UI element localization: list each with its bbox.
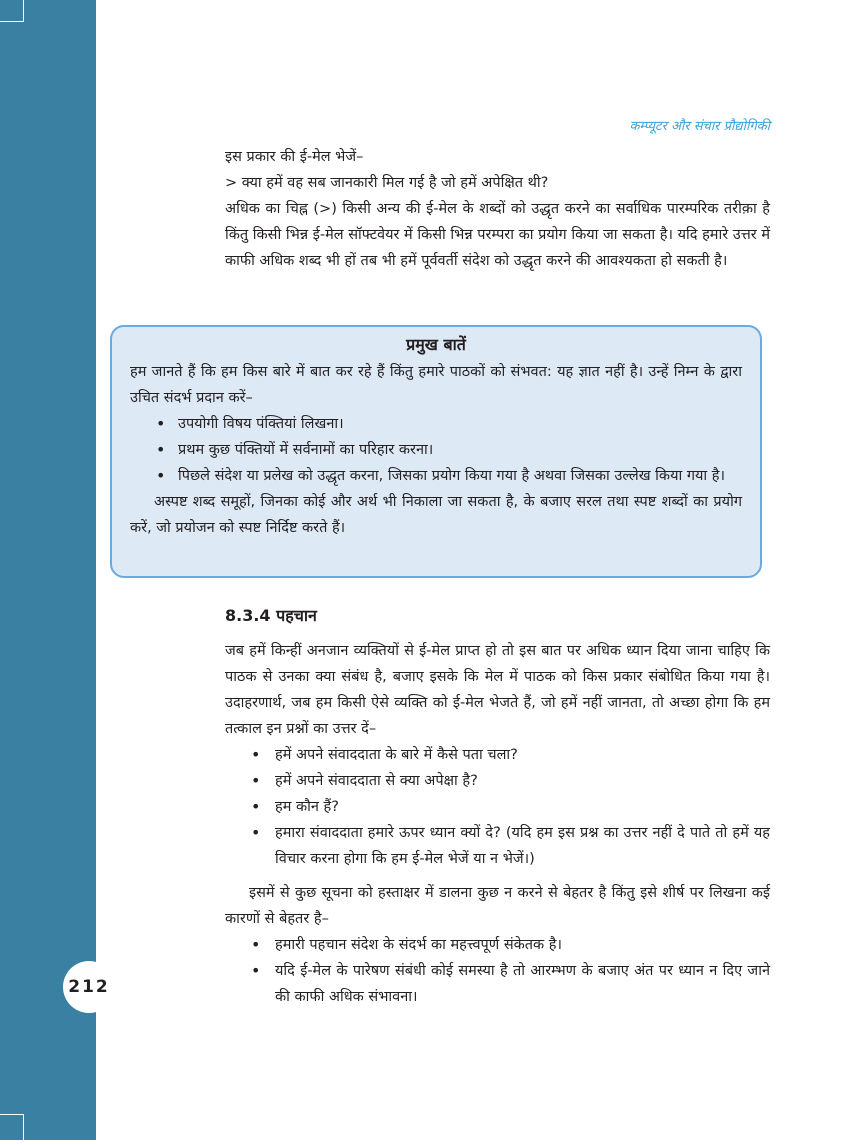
intro-text	[225, 144, 770, 274]
list-item: • हमें अपने संवाददाता से क्या अपेक्षा है?	[225, 768, 770, 794]
crop-mark-bottom	[0, 1114, 24, 1145]
running-head: कम्प्यूटर और संचार प्रौद्योगिकी	[629, 119, 770, 134]
list-item: • हमारी पहचान संदेश के संदर्भ का महत्त्वपूर्ण संकेतक है।	[225, 932, 770, 958]
key-points-paragraph: हम जानते हैं कि हम किस बारे में बात कर रहे हैं किंतु हमारे पाठकों को संभवत: यह ज्ञात नहीं है। उन्हें निम्न के द्वारा उचित संदर्भ प्रदान करें–	[130, 364, 742, 406]
reasons-list	[225, 932, 770, 1010]
intro-line: इस प्रकार की ई-मेल भेजें–	[225, 149, 364, 165]
section-paragraph: इसमें से कुछ सूचना को हस्ताक्षर में डालना कुछ न करने से बेहतर है किंतु इसे शीर्ष पर लिखना कई कारणों से बेहतर है–	[225, 885, 770, 927]
section-heading: 8.3.4 पहचान	[225, 606, 317, 625]
list-item: • हमारा संवाददाता हमारे ऊपर ध्यान क्यों दे? (यदि हम इस प्रश्न का उत्तर नहीं दे पाते तो हमें यह विचार करना होगा कि हम ई-मेल भेजें या न भेजें।)	[225, 820, 770, 872]
key-points-box	[110, 325, 762, 578]
list-item: • उपयोगी विषय पंक्तियां लिखना।	[130, 411, 742, 437]
crop-mark-top	[0, 0, 24, 22]
key-points-paragraph: अस्पष्ट शब्द समूहों, जिनका कोई और अर्थ भी निकाला जा सकता है, के बजाए सरल तथा स्पष्ट शब्दों का प्रयोग करें, जो प्रयोजन को स्पष्ट निर्दिष्ट करते हैं।	[130, 494, 742, 536]
list-item: • हम कौन हैं?	[225, 794, 770, 820]
intro-quote-line: > क्या हमें वह सब जानकारी मिल गई है जो हमें अपेक्षित थी?	[225, 175, 549, 191]
intro-paragraph: अधिक का चिह्न (>) किसी अन्य की ई-मेल के शब्दों को उद्धृत करने का सर्वाधिक पारम्परिक तरीक़ा है किंतु किसी भिन्न ई-मेल सॉफ्टवेयर में किसी भिन्न परम्परा का प्रयोग किया जा सकता है। यदि हमारे उत्तर में काफी अधिक शब्द भी हों तब भी हमें पूर्ववर्ती संदेश को उद्धृत करने की आवश्यकता हो सकती है।	[225, 201, 770, 269]
list-item: • प्रथम कुछ पंक्तियों में सर्वनामों का परिहार करना।	[130, 437, 742, 463]
key-points-list	[130, 411, 742, 489]
list-item: • हमें अपने संवाददाता के बारे में कैसे पता चला?	[225, 742, 770, 768]
page-number: 212	[63, 961, 115, 1013]
list-item: • पिछले संदेश या प्रलेख को उद्धृत करना, जिसका प्रयोग किया गया है अथवा जिसका उल्लेख किया गया है।	[130, 463, 742, 489]
key-points-title: प्रमुख बातें	[406, 335, 466, 354]
questions-list	[225, 742, 770, 872]
list-item: • यदि ई-मेल के पारेषण संबंधी कोई समस्या है तो आरम्भण के बजाए अंत पर ध्यान न दिए जाने की काफी अधिक संभावना।	[225, 958, 770, 1010]
section-paragraph: जब हमें किन्हीं अनजान व्यक्तियों से ई-मेल प्राप्त हो तो इस बात पर अधिक ध्यान दिया जाना चाहिए कि पाठक से उनका क्या संबंध है, बजाए इसके कि मेल में पाठक को किस प्रकार संबोधित किया गया है। उदाहरणार्थ, जब हम किसी ऐसे व्यक्ति को ई-मेल भेजते हैं, जो हमें नहीं जानता, तो अच्छा होगा कि हम तत्काल इन प्रश्नों का उत्तर दें–	[225, 643, 770, 737]
section-body	[225, 638, 770, 1010]
